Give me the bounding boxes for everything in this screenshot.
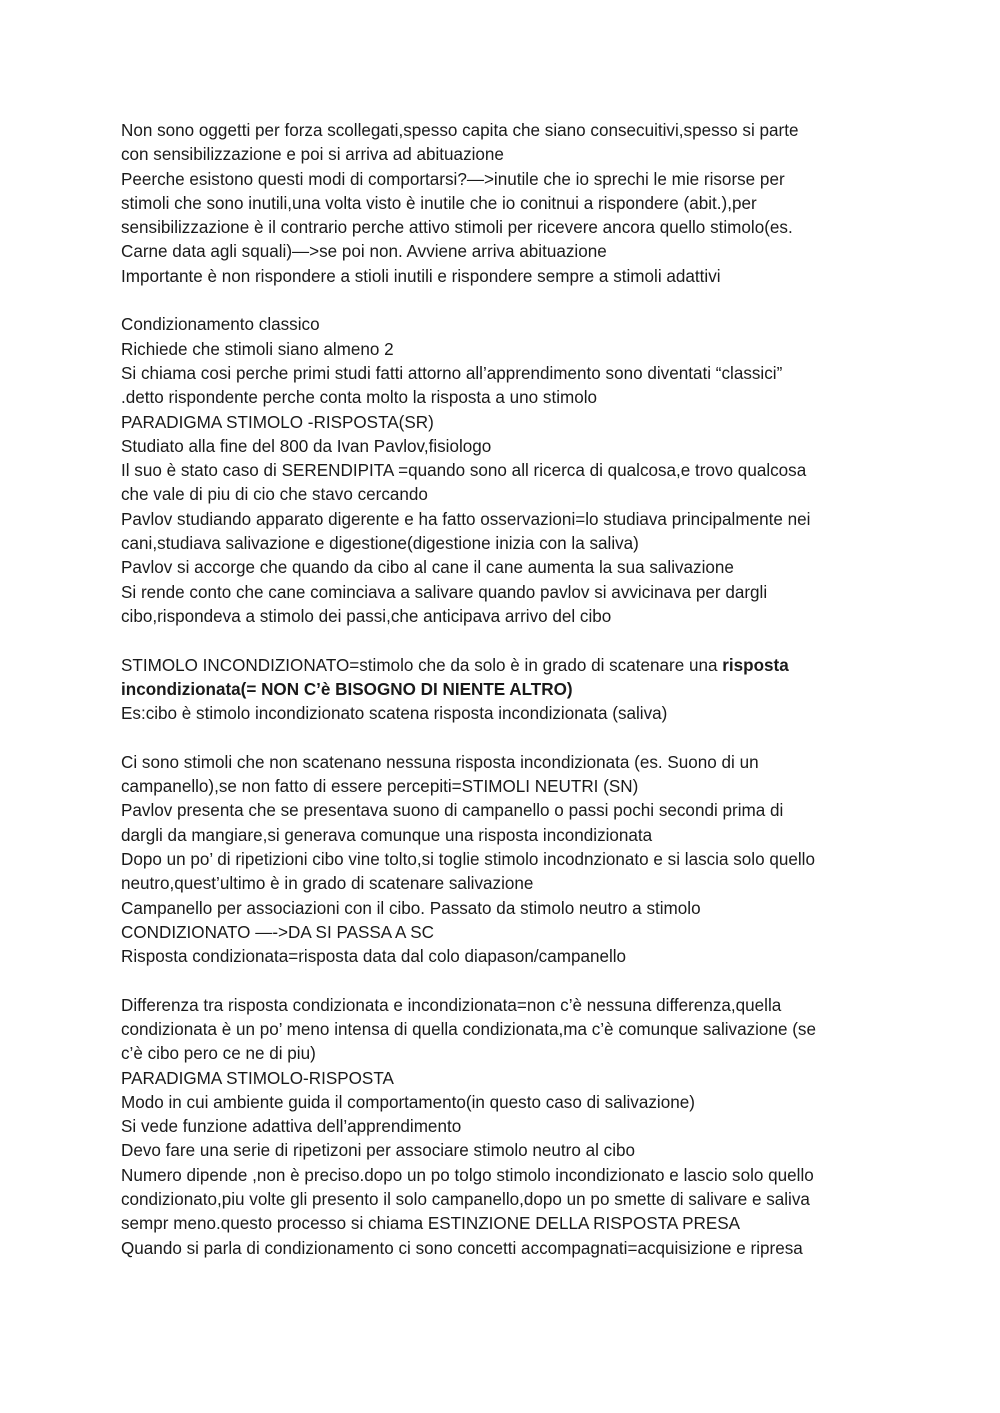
paragraph-classical-conditioning [121,313,881,629]
text-line: Si chiama cosi perche primi studi fatti attorno all’apprendimento sono diventati “classici” [121,363,783,383]
text-line: condizionata è un po’ meno intensa di quella condizionata,ma c’è comunque salivazione (se [121,1019,816,1039]
bold-text-line: incondizionata(= NON C’è BISOGNO DI NIENTE ALTRO) [121,679,573,699]
text-line: Ci sono stimoli che non scatenano nessuna risposta incondizionata (es. Suono di un [121,752,759,772]
paragraph-neutral-stimuli [121,751,881,970]
text-line: Quando si parla di condizionamento ci sono concetti accompagnati=acquisizione e ripresa [121,1238,803,1258]
text-line: Pavlov si accorge che quando da cibo al cane il cane aumenta la sua salivazione [121,558,734,578]
blank-line [121,289,881,313]
blank-line [121,726,881,750]
text-line: .detto rispondente perche conta molto la risposta a uno stimolo [121,388,598,408]
text-line: Si rende conto che cane cominciava a salivare quando pavlov si avvicinava per dargli [121,582,768,602]
text-line: Il suo è stato caso di SERENDIPITA =quando sono all ricerca di qualcosa,e trovo qualcosa [121,461,807,481]
text-line: condizionato,piu volte gli presento il solo campanello,dopo un po smette di salivare e saliva [121,1190,810,1210]
paragraph-conditioned-response [121,994,881,1261]
text-line: cani,studiava salivazione e digestione(digestione inizia con la saliva) [121,534,639,554]
text-line: sempr meno.questo processo si chiama ESTINZIONE DELLA RISPOSTA PRESA [121,1214,741,1234]
blank-line [121,629,881,653]
text-line: Studiato alla fine del 800 da Ivan Pavlov,fisiologo [121,436,492,456]
text-line: Modo in cui ambiente guida il comportamento(in questo caso di salivazione) [121,1092,695,1112]
paragraph-habituation [121,119,881,289]
text-line: che vale di piu di cio che stavo cercando [121,485,428,505]
text-line: Dopo un po’ di ripetizioni cibo vine tolto,si toglie stimolo incodnzionato e si lascia solo quello [121,849,815,869]
document-page [121,119,881,1261]
text-line: Richiede che stimoli siano almeno 2 [121,339,394,359]
text-line: Campanello per associazioni con il cibo. Passato da stimolo neutro a stimolo [121,898,701,918]
text-line: Pavlov presenta che se presentava suono di campanello o passi pochi secondi prima di [121,801,784,821]
text-line: Differenza tra risposta condizionata e incondizionata=non c’è nessuna differenza,quella [121,995,782,1015]
text-segment: STIMOLO INCONDIZIONATO=stimolo che da solo è in grado di scatenare una [121,655,723,675]
text-line: CONDIZIONATO —->DA SI PASSA A SC [121,922,434,942]
text-line: Devo fare una serie di ripetizoni per associare stimolo neutro al cibo [121,1141,636,1161]
text-line: Condizionamento classico [121,315,320,335]
text-line: Si vede funzione adattiva dell’apprendimento [121,1117,462,1137]
text-line: cibo,rispondeva a stimolo dei passi,che anticipava arrivo del cibo [121,606,612,626]
text-line: c’è cibo pero ce ne di piu) [121,1044,316,1064]
text-line: sensibilizzazione è il contrario perche attivo stimoli per ricevere ancora quello stimolo(es. [121,218,793,238]
text-line [121,654,881,678]
text-line: Numero dipende ,non è preciso.dopo un po tolgo stimolo incondizionato e lascio solo quello [121,1165,814,1185]
text-line: neutro,quest’ultimo è in grado di scatenare salivazione [121,874,534,894]
text-line: Es:cibo è stimolo incondizionato scatena risposta incondizionata (saliva) [121,704,668,724]
paragraph-unconditioned-stimulus [121,654,881,727]
text-line: con sensibilizzazione e poi si arriva ad abituazione [121,145,504,165]
bold-text-segment: risposta [722,655,789,675]
text-line: Carne data agli squali)—>se poi non. Avviene arriva abituazione [121,242,607,262]
blank-line [121,969,881,993]
text-line: Risposta condizionata=risposta data dal colo diapason/campanello [121,947,627,967]
text-line: stimoli che sono inutili,una volta visto è inutile che io conitnui a rispondere (abit.),per [121,193,757,213]
text-line: Pavlov studiando apparato digerente e ha fatto osservazioni=lo studiava principalmente nei [121,509,811,529]
text-line: campanello),se non fatto di essere percepiti=STIMOLI NEUTRI (SN) [121,777,639,797]
text-line: PARADIGMA STIMOLO -RISPOSTA(SR) [121,412,434,432]
text-line: PARADIGMA STIMOLO-RISPOSTA [121,1068,394,1088]
text-line: Peerche esistono questi modi di comportarsi?—>inutile che io sprechi le mie risorse per [121,169,785,189]
text-line: Non sono oggetti per forza scollegati,spesso capita che siano consecuitivi,spesso si parte [121,121,799,140]
text-line: dargli da mangiare,si generava comunque una risposta incondizionata [121,825,653,845]
text-line: Importante è non rispondere a stioli inutili e rispondere sempre a stimoli adattivi [121,266,721,286]
